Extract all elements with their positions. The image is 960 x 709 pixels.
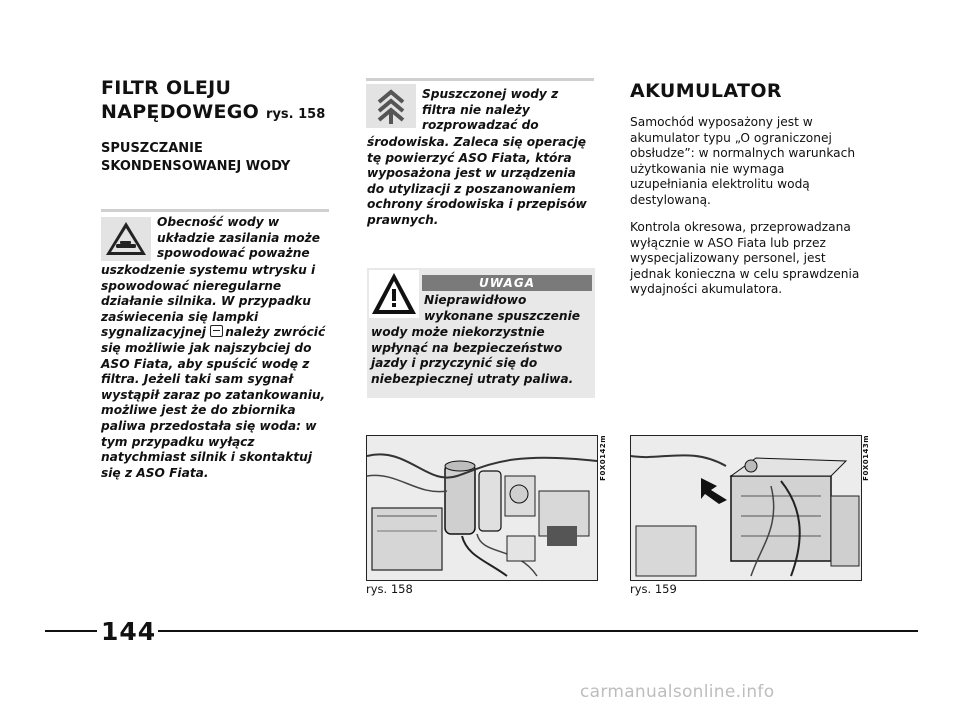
paragraph-line: wydajności akumulatora. xyxy=(630,282,783,297)
title-line-2: NAPĘDOWEGO xyxy=(101,101,260,123)
paragraph-line: Kontrola okresowa, przeprowadzana xyxy=(630,220,851,234)
subtitle-line-2: SKONDENSOWANEJ WODY xyxy=(101,159,291,174)
uwaga-head-line: Nieprawidłowo xyxy=(424,293,527,307)
paragraph-line: Samochód wyposażony jest w xyxy=(630,115,813,129)
warning-divider xyxy=(101,209,329,212)
figure-158-code: F0X0142m xyxy=(599,435,607,481)
env-note-body-line: ochrony środowiska i przepisów xyxy=(367,197,587,212)
paragraph-line: jednak konieczna w celu sprawdzenia xyxy=(630,266,860,281)
warning-body-line: filtra. Jeżeli taki sam sygnał xyxy=(101,372,293,387)
env-note-body-line: prawnych. xyxy=(367,212,439,227)
uwaga-head xyxy=(424,293,592,324)
uwaga-label: UWAGA xyxy=(422,275,592,291)
warning-body-line: wystąpił zaraz po zatankowaniu, xyxy=(101,387,326,402)
env-note-head xyxy=(422,87,592,134)
title-line-1: FILTR OLEJU xyxy=(101,77,232,99)
section-title-fuel-filter xyxy=(101,76,341,127)
figure-158-engine-photo xyxy=(366,435,598,581)
env-note-body-line: środowiska. Zaleca się operację xyxy=(367,135,587,149)
page-number: 144 xyxy=(101,617,157,646)
warning-triangle-icon xyxy=(369,270,419,318)
uwaga-body-line: wody może niekorzystnie xyxy=(371,325,545,339)
figure-159-code: F0X0143m xyxy=(862,435,870,481)
footer-line-left xyxy=(45,630,97,632)
figure-159-caption: rys. 159 xyxy=(630,582,677,596)
paragraph-line: destylowaną. xyxy=(630,192,711,207)
warning-head-line: układzie zasilania może xyxy=(157,230,320,245)
warning-body-line: spowodować nieregularne xyxy=(101,278,282,293)
section-title-battery: AKUMULATOR xyxy=(630,80,782,102)
footer-line-right xyxy=(158,630,918,632)
warning-head-line: spowodować poważne xyxy=(157,246,310,261)
figure-158-caption: rys. 158 xyxy=(366,582,413,596)
env-note-head-line: rozprowadzać do xyxy=(422,118,539,133)
paragraph-line: użytkowania nie wymaga xyxy=(630,161,785,176)
recycle-tree-icon xyxy=(366,84,416,128)
figure-159-battery-photo xyxy=(630,435,862,581)
title-figure-ref: rys. 158 xyxy=(266,107,326,122)
warning-head-line: Obecność wody w xyxy=(157,215,280,229)
warning-body-line: paliwa przedostała się woda: w xyxy=(101,418,317,433)
battery-paragraph-2 xyxy=(630,220,865,298)
env-note-head-line: filtra nie należy xyxy=(422,102,530,117)
warning-body-line: natychmiast silnik i skontaktuj xyxy=(101,450,313,465)
paragraph-line: akumulator typu „O ograniczonej xyxy=(630,130,832,145)
uwaga-body-line: jazdy i przyczynić się do xyxy=(371,356,538,371)
env-note-body-line: wyposażona jest w urządzenia xyxy=(367,166,576,181)
warning-body-line xyxy=(101,325,337,341)
warning-body-line: działanie silnika. W przypadku xyxy=(101,294,311,309)
car-warning-icon xyxy=(101,217,151,261)
paragraph-line: uzupełniania elektrolitu wodą xyxy=(630,177,810,192)
subsection-title-water-drain xyxy=(101,140,341,176)
uwaga-body xyxy=(371,325,593,387)
env-note-divider xyxy=(366,78,594,81)
paragraph-line: wyłącznie w ASO Fiata lub przez xyxy=(630,235,826,250)
warning-body-line: możliwe jest że do zbiornika xyxy=(101,403,296,418)
warning-inline-text: sygnalizacyjnej xyxy=(101,325,206,340)
warning-body-line: tym przypadku wyłącz xyxy=(101,434,255,449)
warning-body-line: zaświecenia się lampki xyxy=(101,309,259,324)
uwaga-head-line: wykonane spuszczenie xyxy=(424,308,581,323)
env-note-head-line: Spuszczonej wody z xyxy=(422,87,559,101)
watermark-text: carmanualsonline.info xyxy=(580,682,775,702)
paragraph-line: obsłudze”: w normalnych warunkach xyxy=(630,146,856,161)
env-note-body xyxy=(367,135,597,229)
water-in-fuel-icon xyxy=(210,325,223,337)
env-note-body-line: tę powierzyć ASO Fiata, która xyxy=(367,150,572,165)
warning-body-line: się z ASO Fiata. xyxy=(101,465,209,480)
warning-head xyxy=(157,215,337,262)
battery-paragraph-1 xyxy=(630,115,865,209)
subtitle-line-1: SPUSZCZANIE xyxy=(101,141,203,156)
warning-body-line: ASO Fiata, aby spuścić wodę z xyxy=(101,356,310,371)
uwaga-body-line: niebezpiecznej utraty paliwa. xyxy=(371,371,574,386)
uwaga-body-line: wpłynąć na bezpieczeństwo xyxy=(371,340,563,355)
warning-body xyxy=(101,263,337,481)
env-note-body-line: do utylizacji z poszanowaniem xyxy=(367,181,576,196)
warning-body-line: się możliwie jak najszybciej do xyxy=(101,340,312,355)
paragraph-line: wyspecjalizowany personel, jest xyxy=(630,251,826,266)
warning-inline-text: należy zwrócić xyxy=(225,325,326,340)
warning-body-line: uszkodzenie systemu wtrysku i xyxy=(101,263,316,277)
